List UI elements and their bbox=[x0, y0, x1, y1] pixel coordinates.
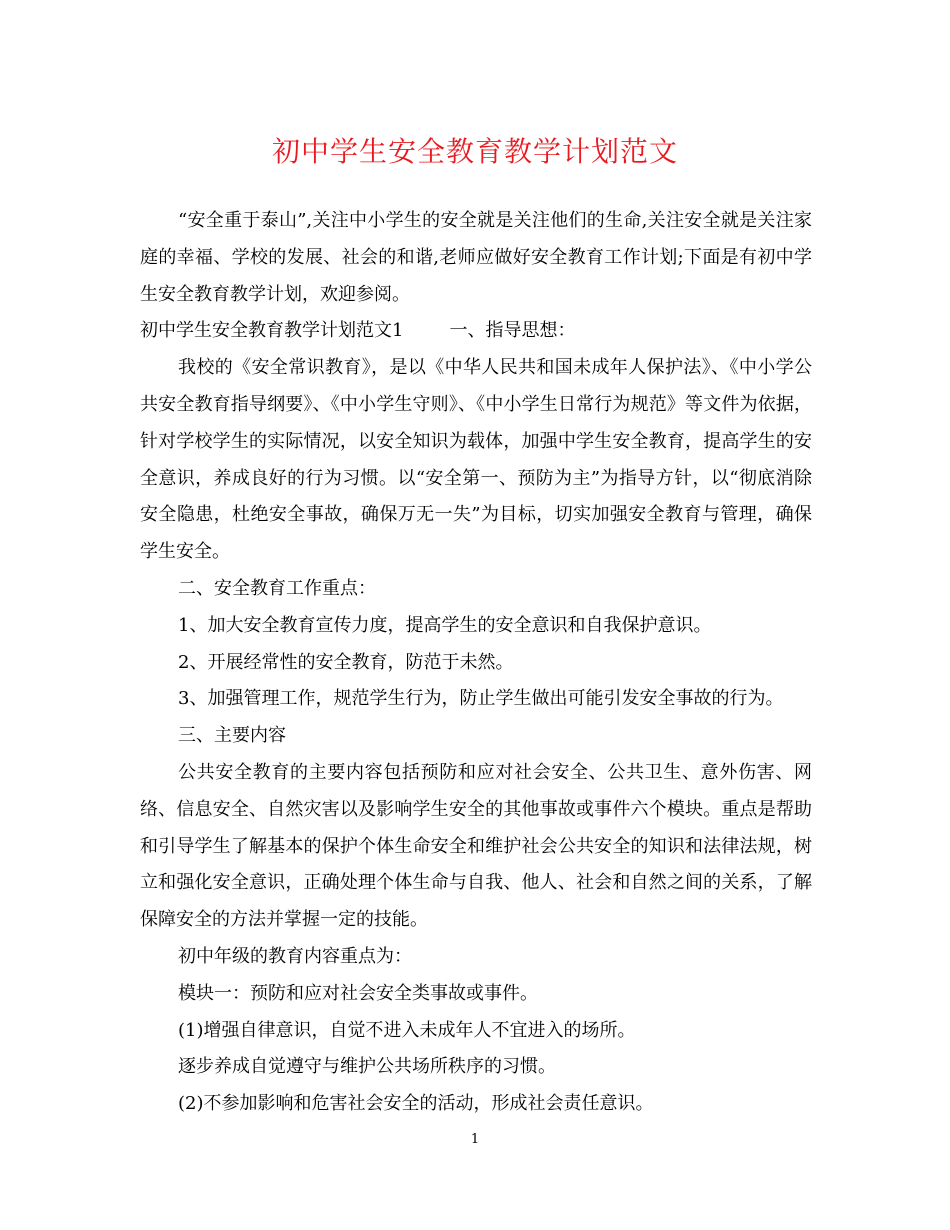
section-heading-content: 三、主要内容 bbox=[178, 725, 286, 747]
grade-focus-line: 初中年级的教育内容重点为： bbox=[178, 945, 412, 967]
module-item-1: (1)增强自律意识，自觉不进入未成年人不宜进入的场所。 bbox=[178, 1019, 636, 1041]
module-item-1-continued: 逐步养成自觉遵守与维护公共场所秩序的习惯。 bbox=[178, 1056, 556, 1078]
focus-point-1: 1、加大安全教育宣传力度，提高学生的安全意识和自我保护意识。 bbox=[178, 614, 712, 636]
module-1-line: 模块一：预防和应对社会安全类事故或事件。 bbox=[178, 982, 538, 1004]
page-number: 1 bbox=[470, 1132, 480, 1147]
section-heading-focus: 二、安全教育工作重点： bbox=[178, 577, 376, 599]
document-title: 初中学生安全教育教学计划范文 bbox=[271, 135, 678, 168]
plan-title: 初中学生安全教育教学计划范文1 bbox=[140, 320, 404, 342]
plan-heading-line bbox=[140, 313, 812, 350]
guiding-paragraph: 我校的《安全常识教育》，是以《中华人民共和国未成年人保护法》、《中小学公共安全教育指导纲要》、《中小学生守则》、《中小学生日常行为规范》等文件为依据，针对学校学生的实际情况，以安全知识为载体，加强中学生安全教育，提高学生的安全意识，养成良好的行为习惯。以“安全第一、预防为主”为指导方针，以“彻底消除安全隐患，杜绝安全事故，确保万无一失”为目标，切实加强安全教育与管理，确保学生安全。 bbox=[140, 357, 812, 563]
focus-point-3: 3、加强管理工作，规范学生行为，防止学生做出可能引发安全事故的行为。 bbox=[178, 688, 784, 710]
module-item-2: (2)不参加影响和危害社会安全的活动，形成社会责任意识。 bbox=[178, 1093, 654, 1115]
document-body bbox=[140, 203, 812, 1123]
focus-point-2: 2、开展经常性的安全教育，防范于未然。 bbox=[178, 651, 514, 673]
section-heading-guiding: 一、指导思想： bbox=[449, 320, 576, 342]
content-paragraph: 公共安全教育的主要内容包括预防和应对社会安全、公共卫生、意外伤害、网络、信息安全、自然灾害以及影响学生安全的其他事故或事件六个模块。重点是帮助和引导学生了解基本的保护个体生命安全和维护社会公共安全的知识和法律法规，树立和强化安全意识，正确处理个体生命与自我、他人、社会和自然之间的关系，了解保障安全的方法并掌握一定的技能。 bbox=[140, 761, 812, 931]
intro-paragraph: “安全重于泰山”,关注中小学生的安全就是关注他们的生命,关注安全就是关注家庭的幸福、学校的发展、社会的和谐,老师应做好安全教育工作计划;下面是有初中学生安全教育教学计划，欢迎参阅。 bbox=[140, 210, 812, 305]
